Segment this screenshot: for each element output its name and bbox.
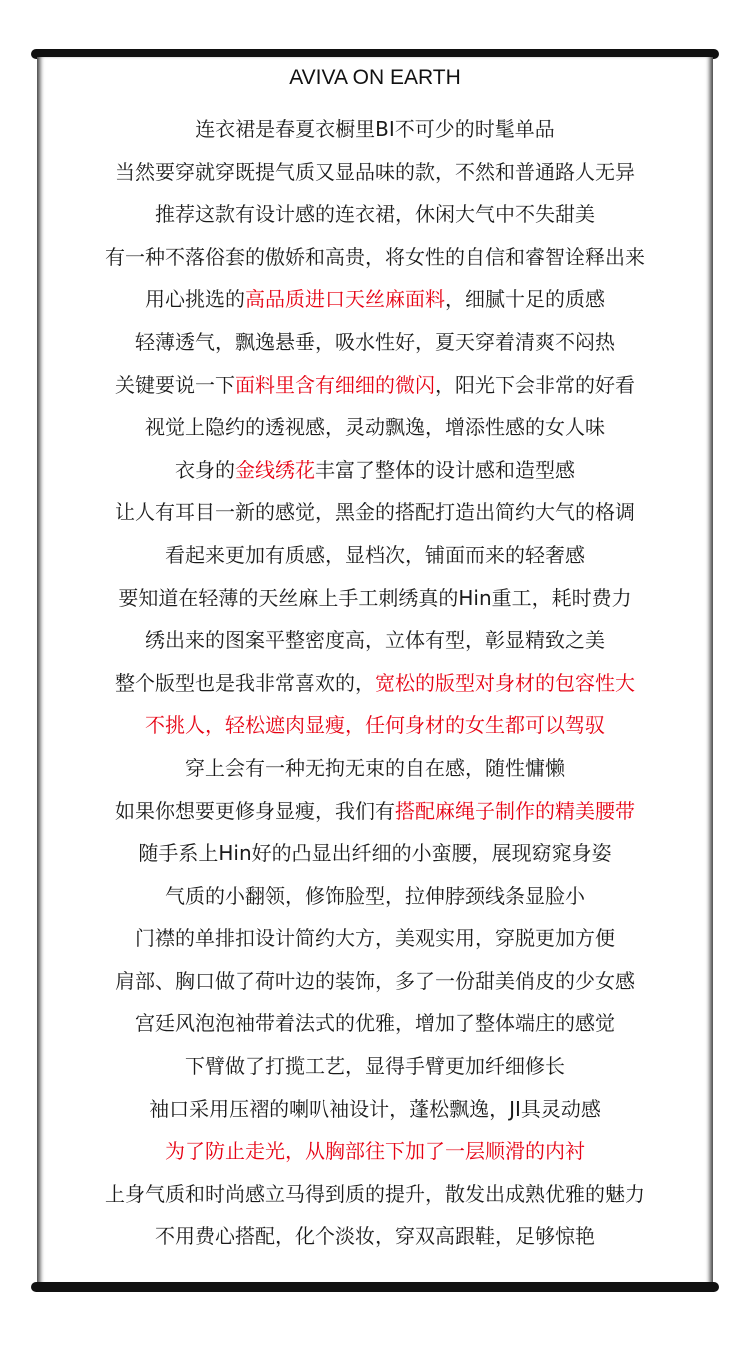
line-text: 衣身的 bbox=[175, 457, 235, 482]
highlighted-text: 面料里含有细细的微闪 bbox=[235, 372, 435, 397]
description-line bbox=[0, 832, 750, 875]
line-text: 让人有耳目一新的感觉，黑金的搭配打造出简约大气的格调 bbox=[115, 500, 635, 525]
description-line bbox=[0, 1045, 750, 1088]
line-text: ，阳光下会非常的好看 bbox=[435, 372, 635, 397]
description-line bbox=[0, 278, 750, 321]
description-lines bbox=[0, 108, 750, 1258]
description-line bbox=[0, 1173, 750, 1216]
line-text: 不用费心搭配，化个淡妆，穿双高跟鞋，足够惊艳 bbox=[155, 1224, 595, 1249]
line-text: 整个版型也是我非常喜欢的， bbox=[115, 670, 375, 695]
description-line bbox=[0, 406, 750, 449]
line-text: 上身气质和时尚感立马得到质的提升，散发出成熟优雅的魅力 bbox=[105, 1181, 645, 1206]
description-line bbox=[0, 449, 750, 492]
scroll-rod-bottom bbox=[31, 1282, 719, 1292]
line-text: 轻薄透气，飘逸悬垂，吸水性好，夏天穿着清爽不闷热 bbox=[135, 329, 615, 354]
line-text: 宫廷风泡泡袖带着法式的优雅，增加了整体端庄的感觉 bbox=[135, 1011, 615, 1036]
description-line bbox=[0, 917, 750, 960]
page-title: AVIVA ON EARTH bbox=[289, 66, 461, 89]
description-line bbox=[0, 1088, 750, 1131]
description-line bbox=[0, 193, 750, 236]
line-text: 推荐这款有设计感的连衣裙，休闲大气中不失甜美 bbox=[155, 202, 595, 227]
line-text: 门襟的单排扣设计简约大方，美观实用，穿脱更加方便 bbox=[135, 926, 615, 951]
description-line bbox=[0, 875, 750, 918]
highlighted-text: 高品质进口天丝麻面料 bbox=[245, 287, 445, 312]
line-text: 连衣裙是春夏衣橱里BI不可少的时髦单品 bbox=[195, 117, 555, 141]
highlighted-text: 不挑人，轻松遮肉显瘦，任何身材的女生都可以驾驭 bbox=[145, 713, 605, 738]
line-text: 丰富了整体的设计感和造型感 bbox=[315, 457, 575, 482]
description-line bbox=[0, 364, 750, 407]
description-line bbox=[0, 704, 750, 747]
line-text: 当然要穿就穿既提气质又显品味的款，不然和普通路人无异 bbox=[115, 159, 635, 184]
description-line bbox=[0, 321, 750, 364]
description-line bbox=[0, 960, 750, 1003]
highlighted-text: 搭配麻绳子制作的精美腰带 bbox=[395, 798, 635, 823]
highlighted-text: 宽松的版型对身材的包容性大 bbox=[375, 670, 635, 695]
description-line bbox=[0, 236, 750, 279]
description-line bbox=[0, 1130, 750, 1173]
highlighted-text: 金线绣花 bbox=[235, 457, 315, 482]
line-text: 要知道在轻薄的天丝麻上手工刺绣真的Hin重工，耗时费力 bbox=[118, 585, 632, 610]
line-text: 看起来更加有质感，显档次，铺面而来的轻奢感 bbox=[165, 542, 585, 567]
line-text: 下臂做了打揽工艺，显得手臂更加纤细修长 bbox=[185, 1054, 565, 1079]
line-text: 关键要说一下 bbox=[115, 372, 235, 397]
description-line bbox=[0, 619, 750, 662]
line-text: 穿上会有一种无拘无束的自在感，随性慵懒 bbox=[185, 755, 565, 780]
line-text: 随手系上Hin好的凸显出纤细的小蛮腰，展现窈窕身姿 bbox=[138, 841, 612, 866]
description-line bbox=[0, 151, 750, 194]
highlighted-text: 为了防止走光，从胸部往下加了一层顺滑的内衬 bbox=[165, 1139, 585, 1164]
description-line bbox=[0, 491, 750, 534]
line-text: ，细腻十足的质感 bbox=[445, 287, 605, 312]
description-line bbox=[0, 1002, 750, 1045]
description-line bbox=[0, 747, 750, 790]
line-text: 袖口采用压褶的喇叭袖设计，蓬松飘逸，JI具灵动感 bbox=[149, 1096, 601, 1121]
description-line bbox=[0, 790, 750, 833]
line-text: 视觉上隐约的透视感，灵动飘逸，增添性感的女人味 bbox=[145, 415, 605, 440]
description-line bbox=[0, 1215, 750, 1258]
description-line bbox=[0, 108, 750, 151]
line-text: 有一种不落俗套的傲娇和高贵，将女性的自信和睿智诠释出来 bbox=[105, 244, 645, 269]
description-line bbox=[0, 662, 750, 705]
description-line bbox=[0, 577, 750, 620]
line-text: 用心挑选的 bbox=[145, 287, 245, 312]
line-text: 如果你想要更修身显瘦，我们有 bbox=[115, 798, 395, 823]
line-text: 肩部、胸口做了荷叶边的装饰，多了一份甜美俏皮的少女感 bbox=[115, 968, 635, 993]
line-text: 气质的小翻领，修饰脸型，拉伸脖颈线条显脸小 bbox=[165, 883, 585, 908]
line-text: 绣出来的图案平整密度高，立体有型，彰显精致之美 bbox=[145, 628, 605, 653]
description-line bbox=[0, 534, 750, 577]
